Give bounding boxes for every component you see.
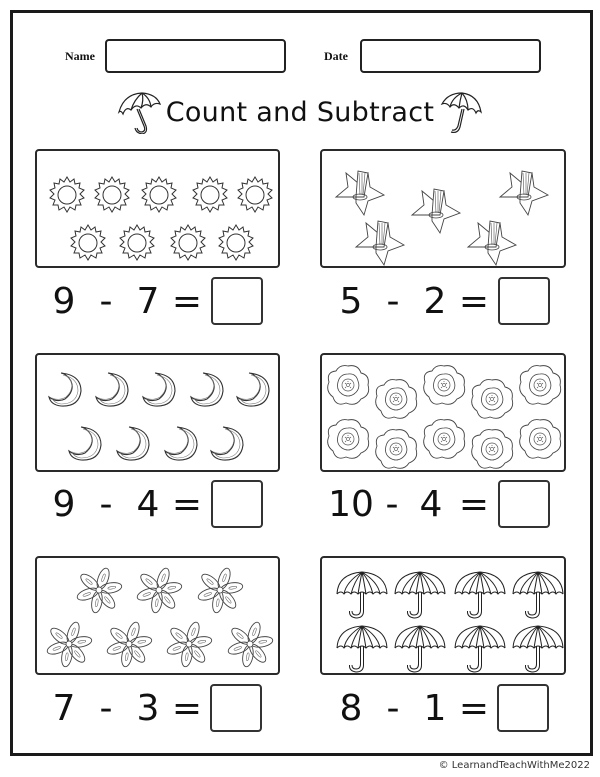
equation-6	[337, 684, 499, 732]
subtrahend: 4	[136, 483, 160, 525]
name-field[interactable]	[105, 39, 286, 73]
minus-sign: -	[99, 483, 113, 525]
answer-box-3[interactable]	[211, 480, 263, 528]
minus-sign: -	[386, 280, 400, 322]
minuend: 9	[52, 280, 76, 322]
equals-sign: =	[171, 280, 203, 322]
subtrahend: 2	[423, 280, 447, 322]
rose-icon-group	[322, 355, 568, 474]
answer-box-2[interactable]	[498, 277, 550, 325]
name-label: Name	[65, 49, 95, 63]
equals-sign: =	[171, 687, 203, 729]
date-label: Date	[324, 49, 348, 63]
title-row	[0, 88, 600, 136]
flower-icon-group	[37, 558, 282, 677]
answer-box-6[interactable]	[497, 684, 549, 732]
subtrahend: 4	[419, 483, 443, 525]
equation-5	[50, 684, 212, 732]
picture-box-moons	[35, 353, 280, 472]
date-field[interactable]	[360, 39, 541, 73]
answer-box-1[interactable]	[211, 277, 263, 325]
minus-sign: -	[385, 483, 399, 525]
equals-sign: =	[171, 483, 203, 525]
equals-sign: =	[458, 687, 490, 729]
picture-box-daffodils	[320, 149, 566, 268]
answer-box-5[interactable]	[210, 684, 262, 732]
equation-3	[50, 480, 212, 528]
picture-box-suns	[35, 149, 280, 268]
umbrella-icon-group	[322, 558, 568, 677]
daffodil-icon-group	[322, 151, 568, 270]
umbrella-icon	[438, 90, 484, 134]
equation-4	[328, 480, 496, 528]
moon-icon-group	[37, 355, 282, 474]
minuend: 9	[52, 483, 76, 525]
minuend: 5	[339, 280, 363, 322]
copyright-footer: © LearnandTeachWithMe2022	[438, 760, 590, 771]
minus-sign: -	[386, 687, 400, 729]
subtrahend: 1	[423, 687, 447, 729]
sun-icon-group	[37, 151, 282, 270]
umbrella-icon	[116, 90, 162, 134]
equation-2	[337, 277, 499, 325]
subtrahend: 7	[136, 280, 160, 322]
minuend: 8	[339, 687, 363, 729]
picture-box-umbrellas	[320, 556, 566, 675]
picture-box-flowers	[35, 556, 280, 675]
subtrahend: 3	[136, 687, 160, 729]
picture-box-roses	[320, 353, 566, 472]
page-title: Count and Subtract	[165, 96, 435, 128]
answer-box-4[interactable]	[498, 480, 550, 528]
minus-sign: -	[99, 687, 113, 729]
minuend: 10	[328, 483, 374, 525]
equals-sign: =	[458, 280, 490, 322]
minus-sign: -	[99, 280, 113, 322]
equation-1	[50, 277, 212, 325]
minuend: 7	[52, 687, 76, 729]
equals-sign: =	[458, 483, 490, 525]
